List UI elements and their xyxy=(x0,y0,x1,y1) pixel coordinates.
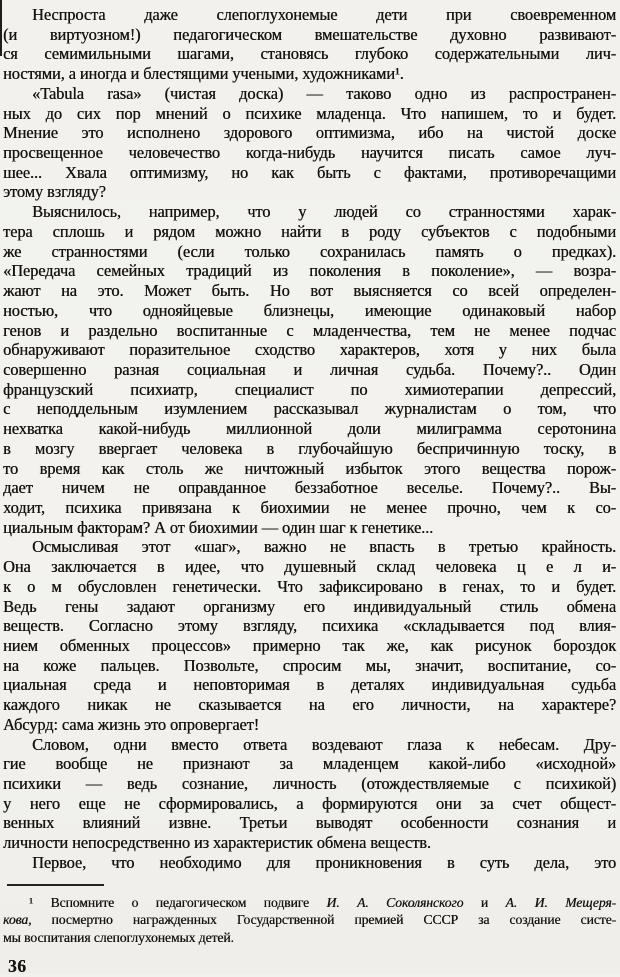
footnote-text-segment: и xyxy=(463,894,506,910)
text-line: у него еще не сформировались, а формируются они за счет общест- xyxy=(3,793,616,813)
text-line: же странностями (если только сохранилась память о предках). xyxy=(3,241,616,261)
text-line: Осмысливая этот «шаг», важно не впасть в третью крайность. xyxy=(32,537,616,557)
text-line: Мнение это исполнено здорового оптимизма, ибо на чистой доске xyxy=(3,123,616,143)
text-line: Она заключается в идее, что душевный склад человека ц е л и- xyxy=(3,557,616,577)
text-line: жают на это. Может быть. Но вот выясняется со всей определен- xyxy=(3,281,616,301)
text-line: «Передача семейных традиций из поколения в поколение», — возра- xyxy=(3,261,616,281)
text-line: ностями, а иногда и блестящими учеными, художниками¹. xyxy=(3,64,404,84)
main-text xyxy=(3,5,616,873)
footnote-text-segment: ¹ Вспомните о педагогическом подвиге xyxy=(29,894,327,910)
text-line: ных до сих пор мнений о психике младенца. Что напишем, то и будет. xyxy=(3,103,616,123)
text-line: Первое, что необходимо для проникновения в суть дела, это xyxy=(32,852,616,872)
page-number: 36 xyxy=(8,956,27,977)
text-line: просвещенное человечество когда-нибудь научится писать самое луч- xyxy=(3,143,616,163)
footnote-line xyxy=(3,911,616,929)
footnote xyxy=(3,894,616,947)
text-line: тера сплошь и рядом можно найти в роду субъектов с подобными xyxy=(3,221,616,241)
footnote-text-segment: посмертно награжденных Государственной премией СССР за создание систе- xyxy=(31,912,616,928)
text-line: Неспроста даже слепоглухонемые дети при своевременном xyxy=(32,5,616,24)
text-line: Выяснилось, например, что у людей со странностями харак- xyxy=(32,202,616,222)
text-line: шее... Хвала оптимизму, но как быть с фактами, противоречащими xyxy=(3,162,616,182)
text-line: веществ. Согласно этому взгляду, психика «складывается под влия- xyxy=(3,616,616,636)
text-line: циальным факторам? А от биохимии — один шаг к генетике... xyxy=(3,517,434,537)
text-line: нием обменных процессов» примерно так же, как рисунок бороздок xyxy=(3,636,616,655)
footnote-text-segment: мы воспитания слепоглухонемых детей. xyxy=(3,930,234,946)
text-line: обнаруживают поразительное сходство характеров, хотя у них была xyxy=(3,340,616,360)
text-line: ходит, психика привязана к биохимии не менее прочно, чем к со- xyxy=(3,497,616,517)
text-line: (и виртуозном!) педагогическом вмешательстве духовно развивают- xyxy=(3,24,616,44)
text-line: гие вообще не признают за младенцем какой-либо «исходной» xyxy=(3,754,616,774)
text-line: на коже пальцев. Позвольте, спросим мы, значит, воспитание, со- xyxy=(3,655,616,675)
text-line: французский психиатр, специалист по химиотерапии депрессий, xyxy=(3,379,616,399)
text-line: совершенно разная социальная и личная судьба. Почему?.. Один xyxy=(3,359,616,379)
text-line: с неподдельным изумлением рассказывал журналистам о том, что xyxy=(3,399,616,419)
footnote-italic-segment: кова, xyxy=(3,912,32,928)
text-line: ностью, что однояйцевые близнецы, имеющие одинаковый набор xyxy=(3,300,616,320)
scan-edge-artifact xyxy=(0,0,2,56)
text-line: ся семимильными шагами, становясь глубоко содержательными лич- xyxy=(3,44,616,64)
text-line: нехватка какой-нибудь миллионной доли милиграмма серотонина xyxy=(3,419,616,439)
footnote-line xyxy=(3,929,616,947)
footnote-italic-segment: И. А. Соколянского xyxy=(326,894,464,910)
text-line: циальная среда и неповторимая в деталях индивидуальная судьба xyxy=(3,675,616,695)
text-line: Словом, одни вместо ответа воздевают глаза к небесам. Дру- xyxy=(32,734,616,754)
footnote-line xyxy=(3,894,616,912)
text-line: к о м обусловлен генетически. Что зафиксировано в генах, то и будет. xyxy=(3,576,616,596)
footnote-separator-rule xyxy=(7,884,104,886)
text-line: личности непосредственно из характеристик обмена веществ. xyxy=(3,833,431,853)
text-line: Ведь гены задают организму его индивидуальный стиль обмена xyxy=(3,596,616,616)
text-line: венных влияний извне. Третьи выводят особенности сознания и xyxy=(3,813,616,833)
text-line: «Tabula rasa» (чистая доска) — таково одно из распространен- xyxy=(32,83,616,103)
text-line: генов и раздельно воспитанные с младенчества, тем не менее подчас xyxy=(3,320,616,340)
text-line: психики — ведь сознание, личность (отождествляемые с психикой) xyxy=(3,774,616,794)
text-line: то время как столь же ничтожный избыток этого вещества порож- xyxy=(3,458,616,478)
footnote-italic-segment: А. И. Мещеря- xyxy=(505,894,616,910)
text-line: каждого никак не сказывается на его личности, на характере? xyxy=(3,695,616,715)
text-line: этому взгляду? xyxy=(3,182,106,202)
text-line: в мозгу ввергает человека в глубочайшую беспричинную тоску, в xyxy=(3,438,616,458)
text-line: дает ничем не оправданное беззаботное веселье. Почему?.. Вы- xyxy=(3,478,616,498)
text-line: Абсурд: сама жизнь это опровергает! xyxy=(3,714,260,734)
